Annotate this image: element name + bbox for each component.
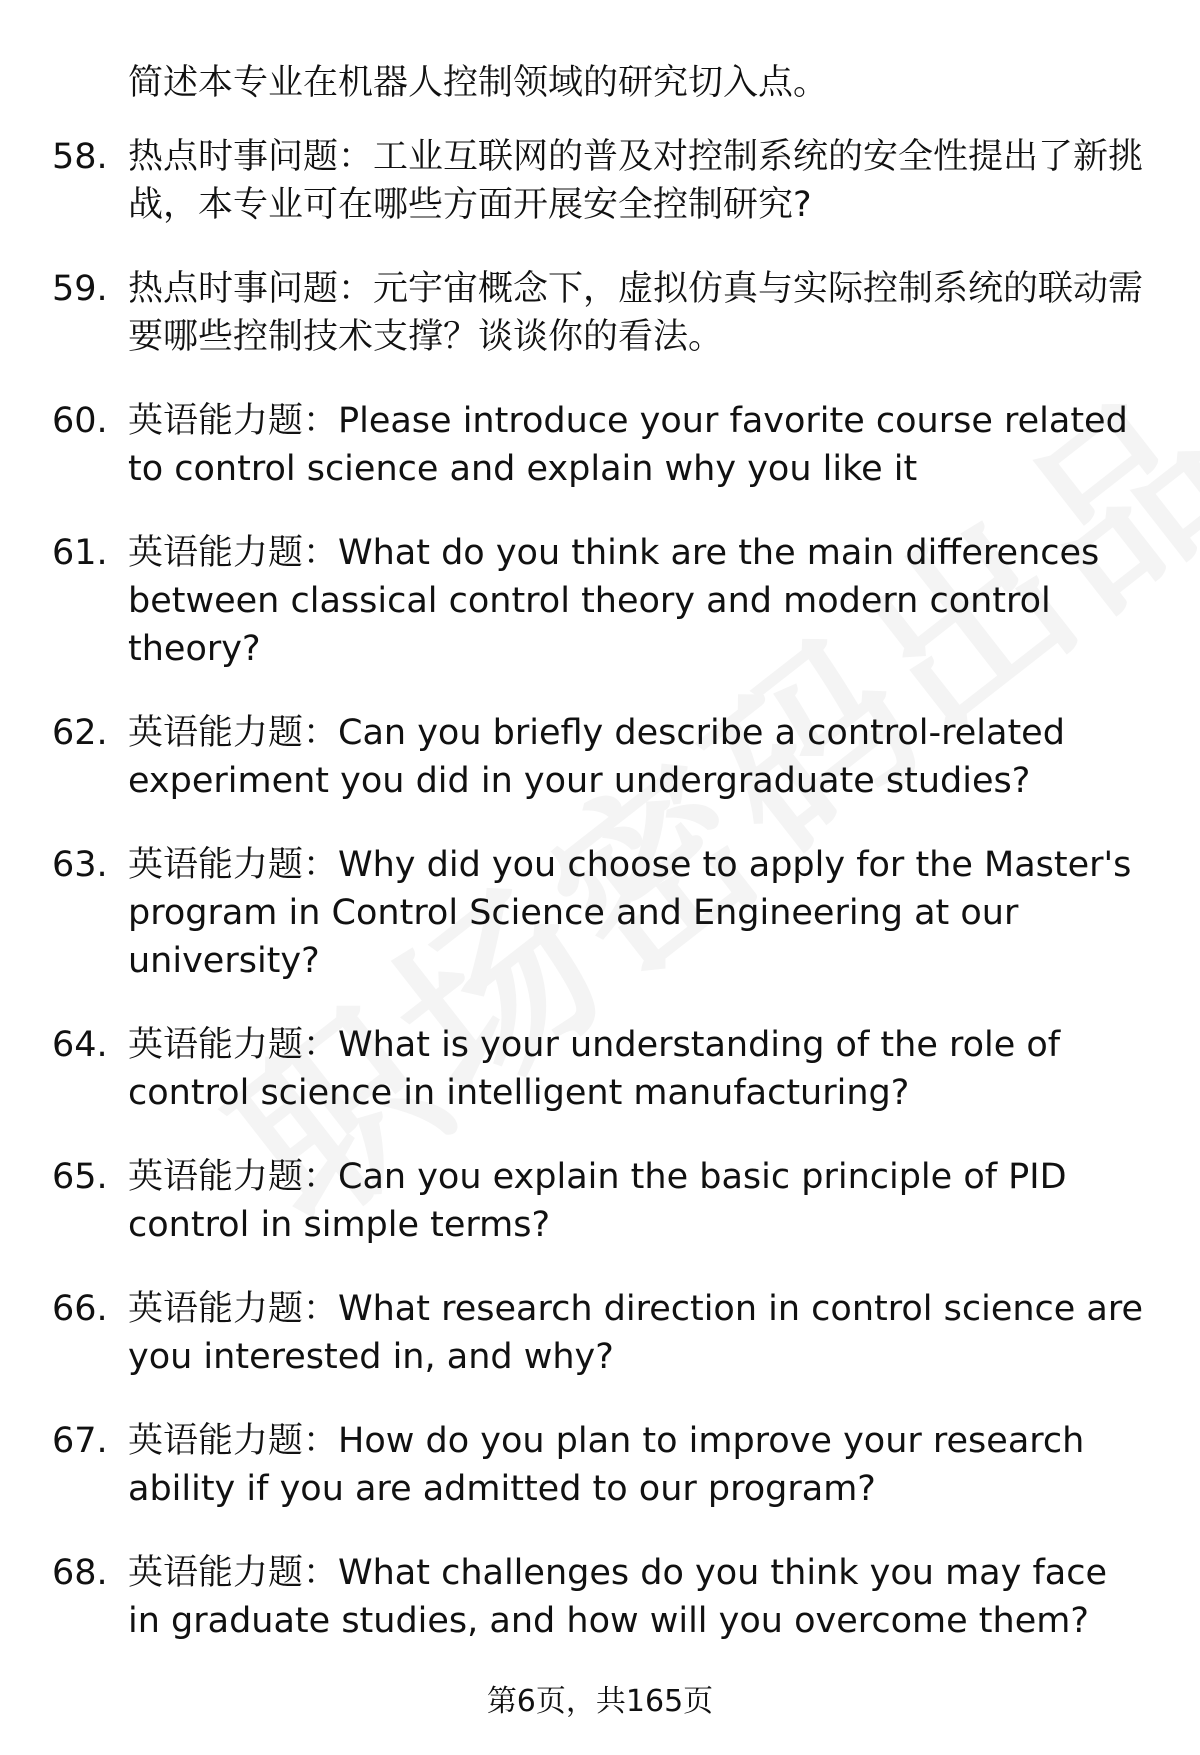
carry-over-text: 简述本专业在机器人控制领域的研究切入点。 [128,63,829,103]
item-number: 66. [52,1289,108,1329]
item-text: 英语能力题：What is your understanding of the role of control science in intelligent manufacturing? [128,1025,1061,1113]
list-item [52,1549,1152,1645]
item-number: 67. [52,1421,108,1461]
item-text: 热点时事问题：工业互联网的普及对控制系统的安全性提出了新挑战，本专业可在哪些方面开展安全控制研究? [128,137,1144,225]
list-item [52,841,1152,985]
item-text: 英语能力题：What challenges do you think you may face in graduate studies, and how will you overcome them? [128,1553,1107,1641]
item-number: 65. [52,1157,108,1197]
item-text: 英语能力题：Can you briefly describe a control-related experiment you did in your undergraduate studies? [128,713,1065,801]
list-item [52,1021,1152,1117]
list-item [52,529,1152,673]
item-text: 英语能力题：Can you explain the basic principle of PID control in simple terms? [128,1157,1067,1245]
item-text: 英语能力题：Please introduce your favorite course related to control science and explain why you like it [128,401,1128,489]
item-text: 热点时事问题：元宇宙概念下，虚拟仿真与实际控制系统的联动需要哪些控制技术支撑？谈谈你的看法。 [128,269,1144,357]
item-number: 58. [52,137,108,177]
item-number: 64. [52,1025,108,1065]
list-item [52,397,1152,493]
item-number: 61. [52,533,108,573]
item-number: 60. [52,401,108,441]
list-item [52,265,1152,361]
item-text: 英语能力题：What do you think are the main differences between classical control theory and modern control theory? [128,533,1100,669]
item-number: 63. [52,845,108,885]
item-number: 68. [52,1553,108,1593]
item-number: 59. [52,269,108,309]
page-footer: 第6页，共165页 [486,1684,714,1719]
list-item [52,133,1152,229]
item-text: 英语能力题：Why did you choose to apply for the Master's program in Control Science and Engineering at our university? [128,845,1132,981]
list-item [52,1153,1152,1249]
list-item [52,709,1152,805]
item-text: 英语能力题：What research direction in control science are you interested in, and why? [128,1289,1144,1377]
item-number: 62. [52,713,108,753]
list-item [52,1417,1152,1513]
item-text: 英语能力题：How do you plan to improve your research ability if you are admitted to our program? [128,1421,1085,1509]
list-item [52,1285,1152,1381]
